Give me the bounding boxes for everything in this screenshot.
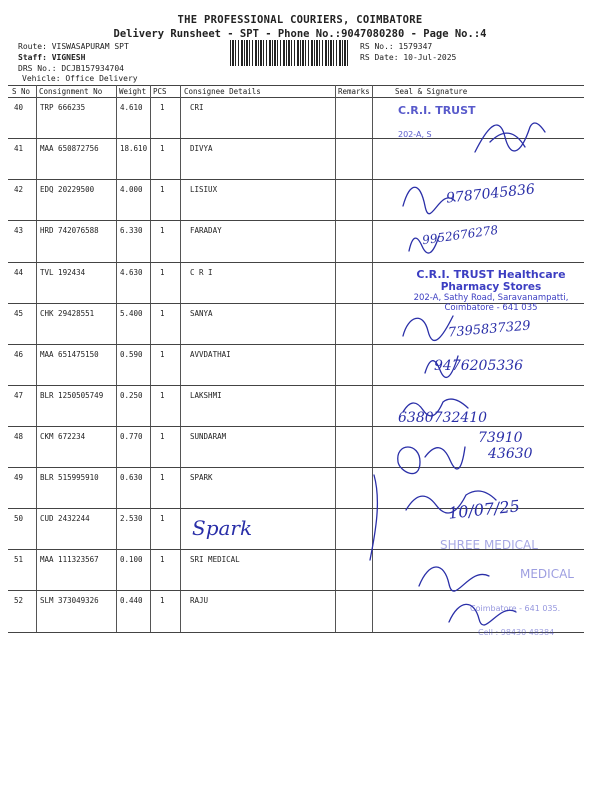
handwritten-date: 10/07/25 [447, 496, 521, 523]
row-sno: 40 [14, 103, 24, 112]
row-consignee: RAJU [190, 596, 209, 605]
row-pcs: 1 [160, 309, 165, 318]
row-pcs: 1 [160, 473, 165, 482]
runsheet-title: Delivery Runsheet - SPT - Phone No.:9047080280 - Page No.:4 [113, 28, 487, 40]
row-consignee: FARADAY [190, 226, 222, 235]
row-pcs: 1 [160, 596, 165, 605]
row-consignment: CHK 29428551 [40, 309, 95, 318]
vehicle-label: Vehicle: Office Delivery [22, 74, 138, 83]
row-consignment: MAA 650872756 [40, 144, 99, 153]
signature-row-49 [366, 470, 516, 570]
handwritten-phone: 7395837329 [447, 318, 532, 341]
row-weight: 4.000 [120, 185, 143, 194]
column-header-seal: Seal & Signature [395, 87, 468, 96]
row-consignment: BLR 1250505749 [40, 391, 104, 400]
handwritten-consignee: Spark [192, 516, 253, 540]
row-sno: 50 [14, 514, 24, 523]
row-consignment: EDQ 20229500 [40, 185, 95, 194]
row-pcs: 1 [160, 350, 165, 359]
row-consignment: MAA 111323567 [40, 555, 99, 564]
signature-row-42 [400, 176, 460, 216]
table-row [0, 385, 600, 426]
signature-row-47 [398, 390, 478, 420]
row-sno: 51 [14, 555, 24, 564]
row-weight: 0.100 [120, 555, 143, 564]
signature-row-43 [404, 226, 444, 256]
cri-stamp-top: C.R.I. TRUST [398, 104, 476, 117]
row-sno: 43 [14, 226, 24, 235]
rs-number: RS No.: 1579347 [360, 42, 433, 51]
row-consignee: LAKSHMI [190, 391, 222, 400]
row-consignment: BLR 515995910 [40, 473, 99, 482]
row-consignment: CKM 672234 [40, 432, 86, 441]
row-sno: 49 [14, 473, 24, 482]
row-weight: 4.630 [120, 268, 143, 277]
handwritten-phone: 9787045836 [445, 181, 536, 207]
row-pcs: 1 [160, 103, 165, 112]
barcode [230, 40, 348, 66]
row-sno: 44 [14, 268, 24, 277]
row-pcs: 1 [160, 555, 165, 564]
row-consignment: HRD 742076588 [40, 226, 99, 235]
column-header-weight: Weight [119, 87, 147, 96]
cri-stamp-sub: Pharmacy Stores [440, 281, 542, 293]
company-title: THE PROFESSIONAL COURIERS, COIMBATORE [177, 14, 423, 26]
row-pcs: 1 [160, 226, 165, 235]
table-row [0, 220, 600, 261]
row-consignment: TVL 192434 [40, 268, 86, 277]
signature-row-48 [390, 432, 470, 472]
cri-stamp-name: C.R.I. TRUST Healthcare [416, 268, 566, 281]
row-weight: 5.400 [120, 309, 143, 318]
row-weight: 6.330 [120, 226, 143, 235]
row-sno: 42 [14, 185, 24, 194]
handwritten-phone: 6380732410 [398, 410, 488, 426]
cri-stamp-address: 202-A, Sathy Road, Saravanampatti, [413, 293, 569, 303]
row-pcs: 1 [160, 432, 165, 441]
cri-stamp-top-address: 202-A, S [398, 130, 432, 139]
row-consignment: CUD 2432244 [40, 514, 90, 523]
signature-row-46 [420, 348, 460, 378]
row-consignee: SUNDARAM [190, 432, 227, 441]
handwritten-phone: 9476205336 [434, 358, 524, 374]
row-weight: 18.610 [120, 144, 148, 153]
row-weight: 4.610 [120, 103, 143, 112]
handwritten-phone: 73910 [478, 430, 523, 446]
table-top-border [8, 85, 584, 86]
row-consignee: SRI MEDICAL [190, 555, 240, 564]
row-pcs: 1 [160, 391, 165, 400]
sree-medical-city: Coimbatore - 641 035. [470, 604, 561, 613]
row-weight: 0.770 [120, 432, 143, 441]
row-weight: 0.250 [120, 391, 143, 400]
signature-row-52 [444, 594, 524, 630]
row-sno: 46 [14, 350, 24, 359]
row-sno: 48 [14, 432, 24, 441]
column-header-remarks: Remarks [338, 87, 370, 96]
column-header-sno: S No [12, 87, 31, 96]
row-pcs: 1 [160, 144, 165, 153]
row-pcs: 1 [160, 268, 165, 277]
row-sno: 47 [14, 391, 24, 400]
sree-medical-stamp: SHREE MEDICAL [440, 538, 538, 552]
row-consignee: LISIUX [190, 185, 218, 194]
column-header-consignment: Consignment No [39, 87, 103, 96]
row-pcs: 1 [160, 185, 165, 194]
sree-medical-stamp-2: MEDICAL [520, 567, 574, 581]
row-weight: 0.590 [120, 350, 143, 359]
column-header-consignee: Consignee Details [184, 87, 261, 96]
row-sno: 45 [14, 309, 24, 318]
drs-label: DRS No.: DCJB157934704 [18, 64, 124, 73]
row-weight: 0.630 [120, 473, 143, 482]
row-consignment: MAA 651475150 [40, 350, 99, 359]
row-weight: 2.530 [120, 514, 143, 523]
route-label: Route: VISWASAPURAM SPT [18, 42, 129, 51]
row-consignee: AVVDATHAI [190, 350, 231, 359]
row-consignee: C R I [190, 268, 213, 277]
row-consignee: SPARK [190, 473, 213, 482]
row-consignment: SLM 373049326 [40, 596, 99, 605]
staff-label: Staff: VIGNESH [18, 53, 86, 62]
column-header-pcs: PCS [153, 87, 167, 96]
row-sno: 41 [14, 144, 24, 153]
row-consignee: DIVYA [190, 144, 213, 153]
row-consignment: TRP 666235 [40, 103, 86, 112]
signature-row-45 [398, 306, 458, 346]
handwritten-phone: 9952676278 [421, 222, 499, 248]
row-sno: 52 [14, 596, 24, 605]
signature-row-51 [414, 556, 494, 596]
sree-medical-cell: Cell : 98430 48384 [478, 628, 555, 637]
row-pcs: 1 [160, 514, 165, 523]
rs-date: RS Date: 10-Jul-2025 [360, 53, 457, 62]
handwritten-phone: 43630 [488, 446, 533, 462]
row-consignee: SANYA [190, 309, 213, 318]
signature-row-41 [470, 112, 550, 162]
row-consignee: CRI [190, 103, 204, 112]
row-weight: 0.440 [120, 596, 143, 605]
cri-stamp-city: Coimbatore - 641 035 [444, 303, 538, 313]
